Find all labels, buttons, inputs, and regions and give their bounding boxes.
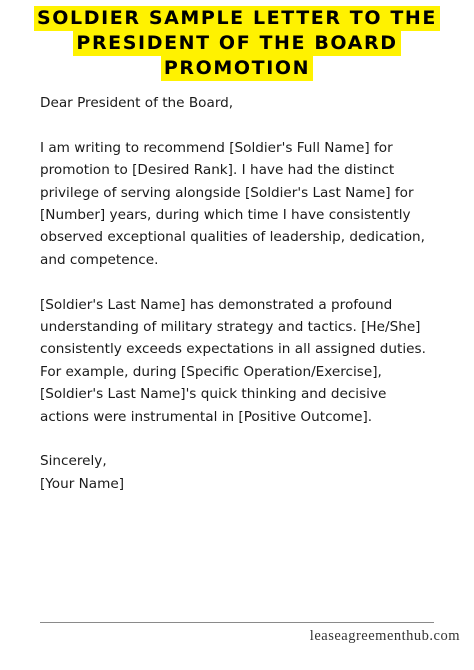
- document-title: [0, 6, 474, 81]
- paragraph-recommendation: [40, 137, 452, 271]
- paragraph-line: understanding of military strategy and tactics. [He/She]: [40, 319, 421, 336]
- letter-body: [40, 92, 452, 495]
- paragraph-line: consistently exceeds expectations in all assigned duties.: [40, 341, 426, 358]
- paragraph-line: For example, during [Specific Operation/Exercise],: [40, 363, 382, 380]
- paragraph-line: and competence.: [40, 251, 159, 268]
- footer-brand: leaseagreementhub.com: [309, 628, 460, 644]
- footer-divider: [40, 622, 434, 623]
- title-line-2: PRESIDENT OF THE BOARD: [73, 31, 400, 56]
- paragraph-line: [Number] years, during which time I have consistently: [40, 207, 411, 224]
- salutation: Dear President of the Board,: [40, 95, 234, 111]
- paragraph-line: I am writing to recommend [Soldier's Full Name] for: [40, 139, 393, 156]
- paragraph-line: [Soldier's Last Name]'s quick thinking and decisive: [40, 386, 387, 403]
- paragraph-line: [Soldier's Last Name] has demonstrated a profound: [40, 296, 393, 313]
- closing-text: Sincerely,: [40, 453, 107, 470]
- paragraph-achievements: [40, 294, 452, 428]
- paragraph-line: promotion to [Desired Rank]. I have had the distinct: [40, 162, 395, 179]
- title-line-1: SOLDIER SAMPLE LETTER TO THE: [34, 6, 440, 31]
- title-line-3: PROMOTION: [161, 56, 313, 81]
- paragraph-line: privilege of serving alongside [Soldier's Last Name] for: [40, 184, 414, 201]
- paragraph-line: actions were instrumental in [Positive Outcome].: [40, 408, 373, 425]
- letter-closing: [40, 450, 452, 495]
- signature-placeholder: [Your Name]: [40, 475, 125, 492]
- paragraph-line: observed exceptional qualities of leadership, dedication,: [40, 229, 425, 246]
